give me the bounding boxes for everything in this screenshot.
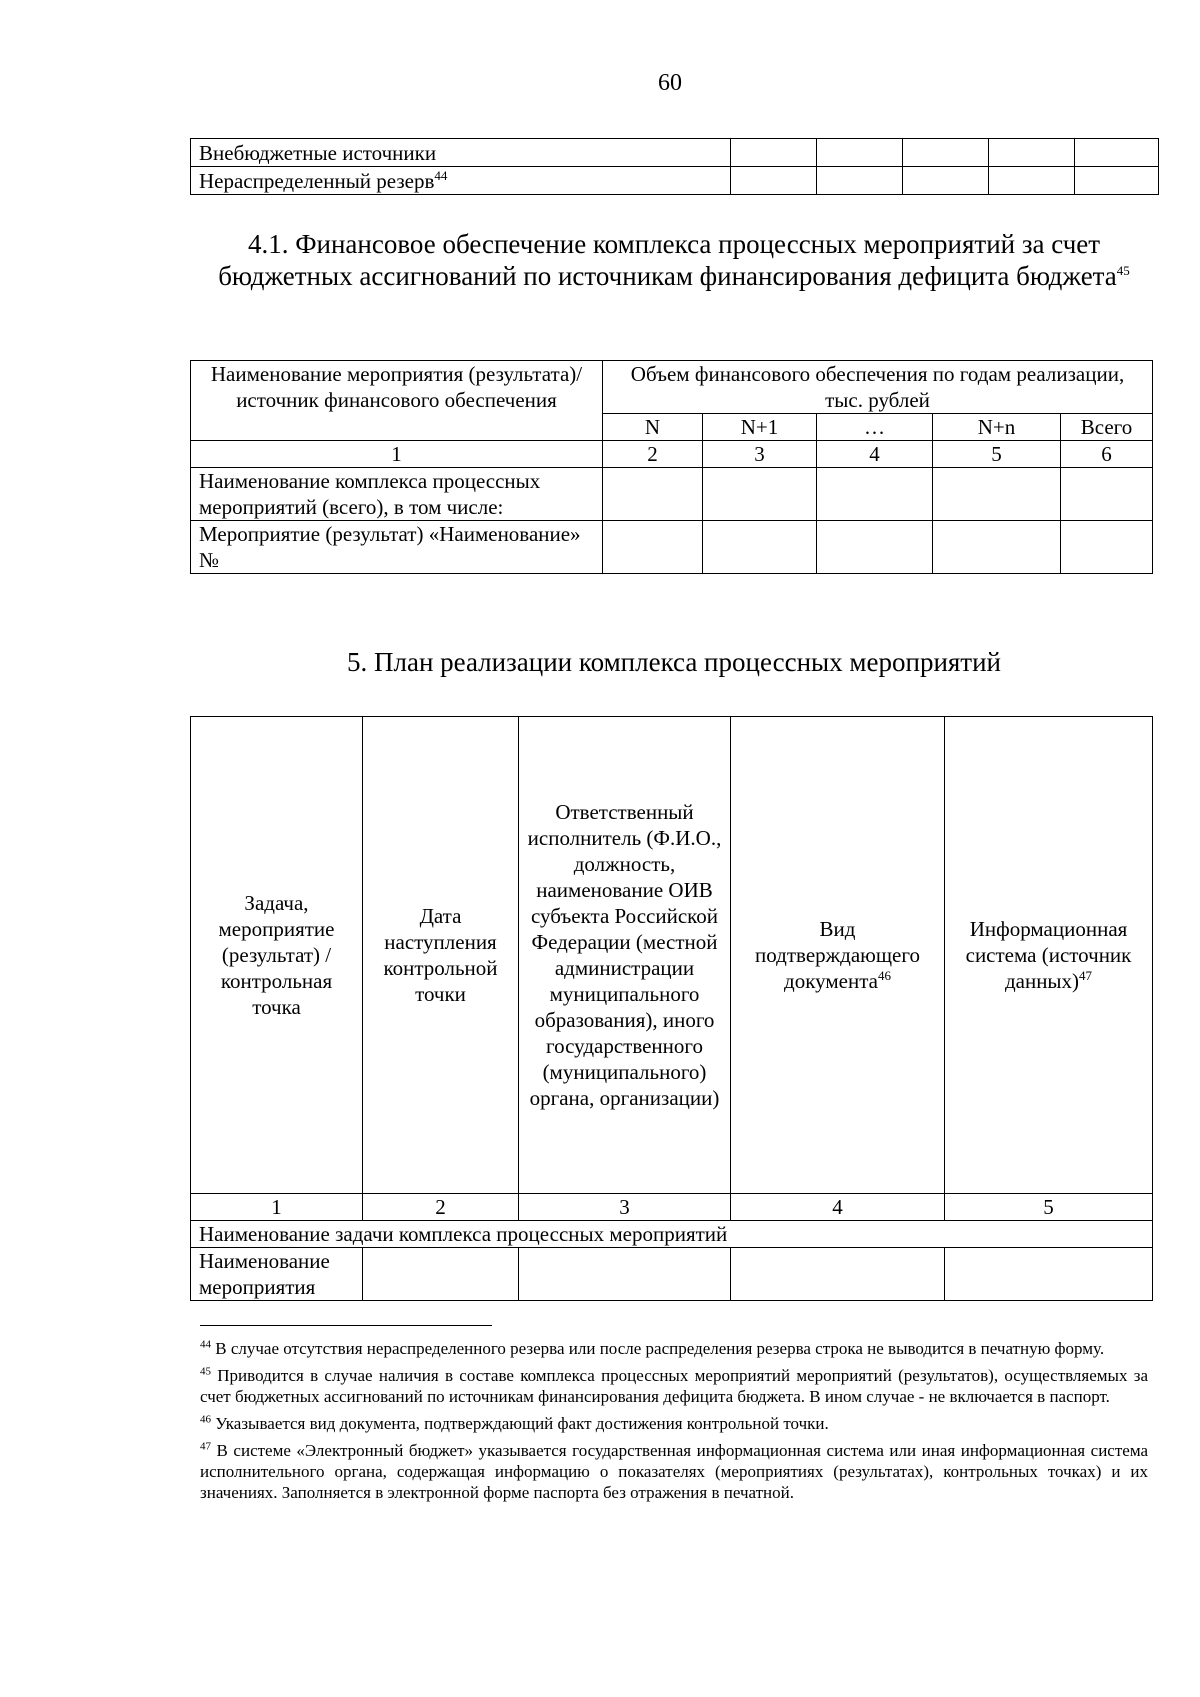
row-label: Нераспределенный резерв$^{44}$ bbox=[191, 167, 731, 195]
table-row bbox=[191, 468, 1153, 521]
header-date: Дата наступления контрольной точки bbox=[363, 717, 519, 1194]
footnote-ref: 45 bbox=[1116, 263, 1130, 278]
header-task: Задача, мероприятие (результат) / контрольная точка bbox=[191, 717, 363, 1194]
header-volume: Объем финансового обеспечения по годам реализации, тыс. рублей bbox=[603, 361, 1153, 414]
footnote-ref: 44 bbox=[434, 168, 448, 183]
footnotes bbox=[200, 1338, 1148, 1509]
year-header: N+n bbox=[933, 414, 1061, 441]
table-row bbox=[191, 1248, 1153, 1301]
plan-table bbox=[190, 716, 1153, 1301]
budget-sources-table bbox=[190, 138, 1159, 195]
section-5-title: 5. План реализации комплекса процессных мероприятий bbox=[346, 647, 1002, 677]
footnote-ref: 46 bbox=[877, 968, 891, 983]
footnote: $^{47}$ В системе «Электронный бюджет» указывается государственная информационная система или иная информационная система исполнительного органа, содержащая информацию о показателях (мероприятиях (результатах), контрольных точках) и их значениях. Заполняется в электронной форме паспорта без отражения в печатной. bbox=[200, 1440, 1149, 1502]
footnote-divider bbox=[200, 1325, 492, 1326]
table-row bbox=[191, 139, 1159, 167]
footnote: $^{46}$ Указывается вид документа, подтверждающий факт достижения контрольной точки. bbox=[200, 1413, 829, 1433]
row-label: Наименование мероприятия bbox=[191, 1248, 363, 1301]
table-row bbox=[191, 521, 1153, 574]
footnote: $^{44}$ В случае отсутствия нераспределенного резерва или после распределения резерва строка не выводится в печатную форму. bbox=[200, 1338, 1105, 1358]
header-info-system: Информационная система (источник данных)$^{47}$ bbox=[945, 717, 1153, 1194]
year-header: N bbox=[603, 414, 703, 441]
column-numbers-row: 1 2 3 4 5 6 bbox=[191, 441, 1153, 468]
footnote: $^{45}$ Приводится в случае наличия в составе комплекса процессных мероприятий мероприятий (результатов), осуществляемых за счет бюджетных ассигнований по источникам финансирования дефицита бюджета. В ином случае - не включается в паспорт. bbox=[200, 1365, 1148, 1406]
row-label: Наименование комплекса процессных мероприятий (всего), в том числе: bbox=[191, 468, 603, 521]
year-header: … bbox=[817, 414, 933, 441]
section-4-1-title: 4.1. Финансовое обеспечение комплекса процессных мероприятий за счет бюджетных ассигнований по источникам финансирования дефицита бюджета$^{45}$ bbox=[218, 229, 1130, 291]
footnote-ref: 47 bbox=[1079, 968, 1093, 983]
header-name: Наименование мероприятия (результата)/источник финансового обеспечения bbox=[191, 361, 603, 441]
page-number: 60 bbox=[658, 70, 682, 96]
header-document: Вид подтверждающего документа$^{46}$ bbox=[731, 717, 945, 1194]
task-row: Наименование задачи комплекса процессных мероприятий bbox=[191, 1221, 1153, 1248]
year-header: N+1 bbox=[703, 414, 817, 441]
row-label: Мероприятие (результат) «Наименование» № bbox=[191, 521, 603, 574]
column-numbers-row: 1 2 3 4 5 bbox=[191, 1194, 1153, 1221]
financing-table bbox=[190, 360, 1153, 574]
table-row bbox=[191, 167, 1159, 195]
header-responsible: Ответственный исполнитель (Ф.И.О., должность, наименование ОИВ субъекта Российской Федерации (местной администрации муниципального образования), иного государственного (муниципального) органа, организации) bbox=[519, 717, 731, 1194]
row-label: Внебюджетные источники bbox=[191, 139, 731, 167]
year-header: Всего bbox=[1061, 414, 1153, 441]
